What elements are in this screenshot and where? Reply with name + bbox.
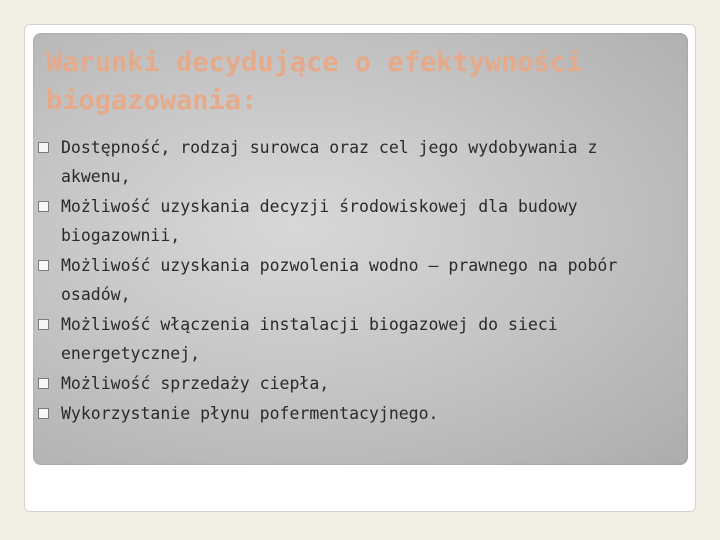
bullet-item [38, 369, 668, 398]
square-bullet-icon [38, 142, 49, 153]
square-bullet-icon [38, 201, 49, 212]
bullet-text: Możliwość uzyskania decyzji środowiskowej dla budowy biogazownii, [61, 197, 578, 245]
slide-title: Warunki decydujące o efektywności biogazowania: [46, 47, 599, 116]
bullet-text: Wykorzystanie płynu pofermentacyjnego. [61, 404, 439, 423]
square-bullet-icon [38, 408, 49, 419]
bullet-item [38, 310, 668, 368]
bullet-text: Dostępność, rodzaj surowca oraz cel jego wydobywania z akwenu, [61, 138, 598, 186]
square-bullet-icon [38, 260, 49, 271]
bullet-text: Możliwość uzyskania pozwolenia wodno – prawnego na pobór osadów, [61, 256, 618, 304]
square-bullet-icon [38, 319, 49, 330]
square-bullet-icon [38, 378, 49, 389]
bullet-item [38, 133, 668, 191]
bullet-list [38, 133, 668, 429]
bullet-item [38, 251, 668, 309]
bullet-item [38, 192, 668, 250]
bullet-item [38, 399, 668, 428]
bullet-text: Możliwość włączenia instalacji biogazowej do sieci energetycznej, [61, 315, 558, 363]
bullet-text: Możliwość sprzedaży ciepła, [61, 374, 330, 393]
